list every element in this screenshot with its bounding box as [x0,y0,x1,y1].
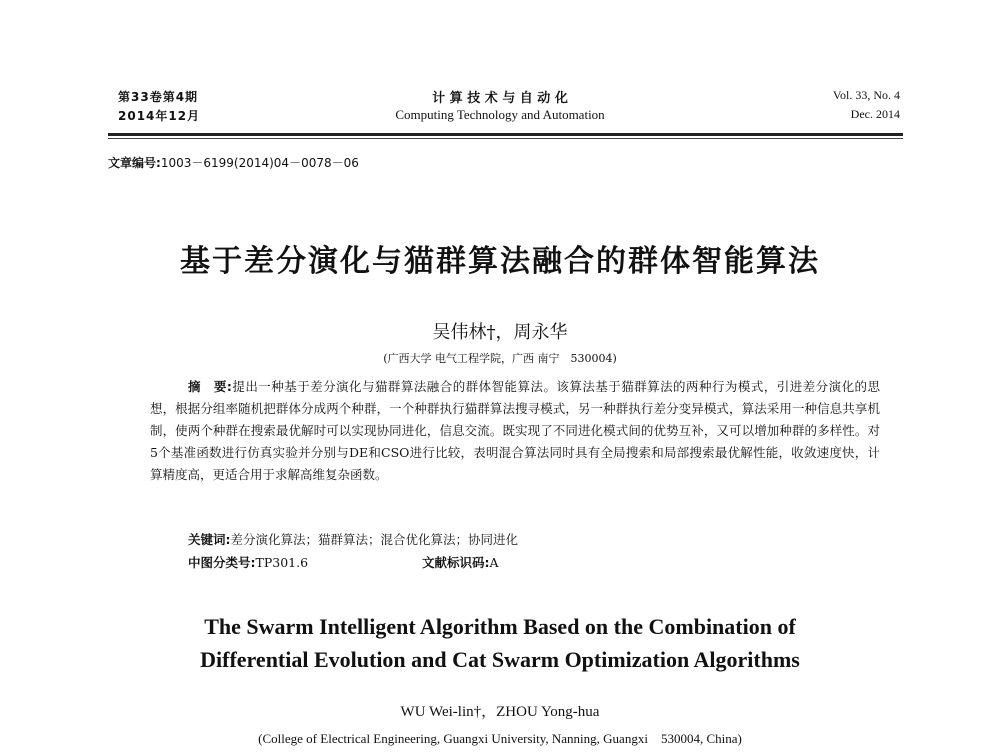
header-rule [108,133,903,136]
abstract [150,376,880,486]
volume-cn: 第33卷第4期 [118,90,199,104]
article-number-value: 1003－6199(2014)04－0078－06 [160,156,359,170]
date-cn: 2014年12月 [118,109,201,123]
abstract-text: 提出一种基于差分演化与猫群算法融合的群体智能算法。该算法基于猫群算法的两种行为模式，引进差分演化的思想，根据分组率随机把群体分成两个种群，一个种群执行猫群算法搜寻模式，另一种群执行差分变异模式，算法采用一种信息共享机制，使两个种群在搜索最优解时可以实现协同进化，信息交流。既实现了不同进化模式间的优势互补，又可以增加种群的多样性。对5个基准函数进行仿真实验并分别与DE和CSO进行比较，表明混合算法同时具有全局搜索和局部搜索最优解性能，收敛速度快，计算精度高，更适合用于求解高维复杂函数。 [150,379,880,482]
classification-label: 中图分类号: [188,555,256,570]
article-number [108,154,359,171]
keywords-value: 差分演化算法；猫群算法；混合优化算法；协同进化 [230,532,519,547]
journal-name-cn: 计 算 技 术 与 自 动 化 [432,91,568,106]
journal-name-en: Computing Technology and Automation [395,107,605,122]
title-en-line2: Differential Evolution and Cat Swarm Optimization Algorithms [200,647,800,672]
document-code-label: 文献标识码: [422,555,490,570]
title-cn: 基于差分演化与猫群算法融合的群体智能算法 [180,244,820,279]
volume-en: Vol. 33, No. 4 [832,88,900,102]
date-en: Dec. 2014 [850,107,900,121]
title-en-line1: The Swarm Intelligent Algorithm Based on the Combination of [204,614,796,639]
article-number-label: 文章编号: [108,156,161,170]
affiliation-cn: (广西大学 电气工程学院，广西 南宁 530004) [383,352,617,365]
authors-en: WU Wei-lin†，ZHOU Yong-hua [400,704,600,720]
document-code-value: A [489,555,499,570]
abstract-label: 摘 要: [188,379,232,394]
authors-cn: 吴伟林†，周永华 [432,322,568,343]
affiliation-en: (College of Electrical Engineering, Guangxi University, Nanning, Guangxi 530004, China) [258,731,742,746]
classification-value: TP301.6 [255,555,309,570]
classification [188,553,308,571]
document-code [422,553,499,571]
keywords-label: 关键词: [188,532,231,547]
header-rule-thin [108,138,903,139]
keywords [188,530,518,548]
